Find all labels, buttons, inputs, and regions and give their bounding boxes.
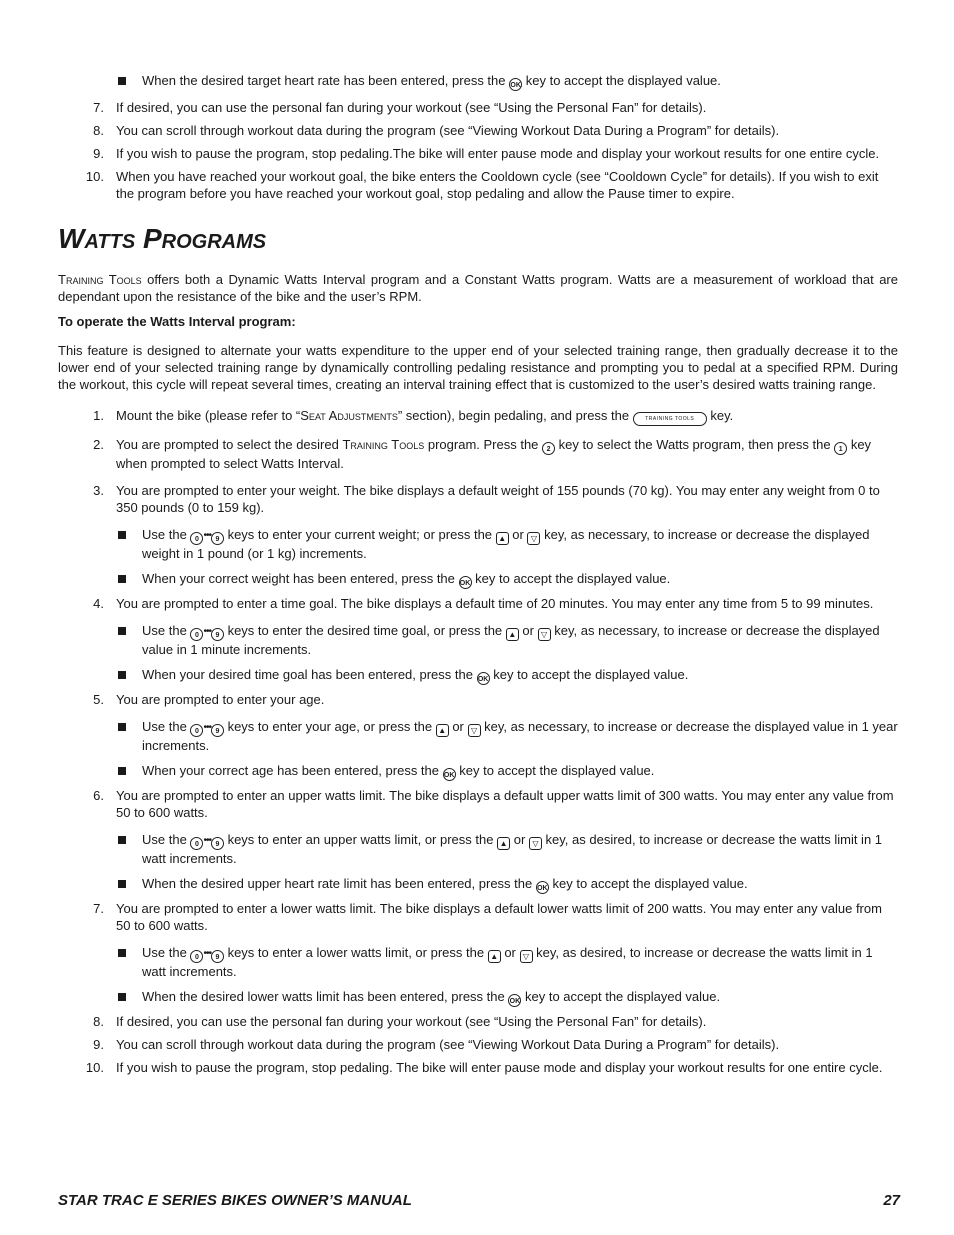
two-key-icon: 2 xyxy=(542,442,555,455)
nine-key-icon: 9 xyxy=(211,950,224,963)
nine-key-icon: 9 xyxy=(211,532,224,545)
intro-paragraph: Training Tools offers both a Dynamic Watts Interval program and a Constant Watts program. Watts are a measurement of workload that are dependant upon the resistance of the bike and the user’s RPM. xyxy=(58,272,898,304)
bullet-item: Use the 0 ••• 9 keys to enter your age, or press the ▲ or ▽ key, as necessary, to increase or decrease the displayed value in 1 year increments. xyxy=(58,718,898,754)
list-item: 3. You are prompted to enter your weight. The bike displays a default weight of 155 pounds (70 kg). You may enter any weight from 0 to 350 pounds (0 to 159 kg). xyxy=(93,483,880,515)
page-footer xyxy=(58,1192,900,1209)
section-heading: WATTS PROGRAMS xyxy=(58,223,267,254)
footer-title: STAR TRAC E SERIES BIKES OWNER’S MANUAL xyxy=(58,1192,412,1209)
nine-key-icon: 9 xyxy=(211,837,224,850)
list-item: 9. If you wish to pause the program, stop pedaling.The bike will enter pause mode and display your workout results for one entire cycle. xyxy=(93,146,880,161)
list-item: 8. You can scroll through workout data during the program (see “Viewing Workout Data During a Program” for details). xyxy=(93,123,780,138)
zero-key-icon: 0 xyxy=(190,837,203,850)
bullet-item: Use the 0 ••• 9 keys to enter your current weight; or press the ▲ or ▽ key, as necessary, to increase or decrease the displayed weight in 1 pound (or 1 kg) increments. xyxy=(58,526,898,562)
ok-key-icon: OK xyxy=(477,672,490,685)
ok-key-icon: OK xyxy=(536,881,549,894)
bullet-item: When your desired time goal has been entered, press the OK key to accept the displayed value. xyxy=(58,666,898,685)
down-key-icon: ▽ xyxy=(468,724,481,737)
bullet-item: When the desired upper heart rate limit has been entered, press the OK key to accept the displayed value. xyxy=(58,875,898,894)
down-key-icon: ▽ xyxy=(538,628,551,641)
zero-key-icon: 0 xyxy=(190,950,203,963)
list-item: 10. When you have reached your workout goal, the bike enters the Cooldown cycle (see “Cooldown Cycle” for details). If you wish to exit the program before you have reached your workout goal, stop pedaling and allow the Pause timer to expire. xyxy=(85,169,879,201)
list-item: 9. You can scroll through workout data during the program (see “Viewing Workout Data During a Program” for details). xyxy=(93,1037,780,1052)
zero-key-icon: 0 xyxy=(190,724,203,737)
bullet-item: When your correct weight has been entered, press the OK key to accept the displayed value. xyxy=(58,570,898,589)
training-tools-key-icon: TRAINING TOOLS xyxy=(633,412,707,426)
up-key-icon: ▲ xyxy=(506,628,519,641)
ok-key-icon: OK xyxy=(508,994,521,1007)
down-key-icon: ▽ xyxy=(529,837,542,850)
bullet-marker xyxy=(118,77,126,85)
list-item: 2. You are prompted to select the desired Training Tools program. Press the 2 key to select the Watts program, then press the 1 key when prompted to select Watts Interval. xyxy=(93,437,872,471)
page-number: 27 xyxy=(883,1192,900,1209)
up-key-icon: ▲ xyxy=(496,532,509,545)
ok-key-icon: OK xyxy=(459,576,472,589)
up-key-icon: ▲ xyxy=(488,950,501,963)
nine-key-icon: 9 xyxy=(211,724,224,737)
list-item: 4. You are prompted to enter a time goal. The bike displays a default time of 20 minutes. You may enter any time from 5 to 99 minutes. xyxy=(93,596,874,611)
down-key-icon: ▽ xyxy=(527,532,540,545)
nine-key-icon: 9 xyxy=(211,628,224,641)
bullet-item: Use the 0 ••• 9 keys to enter an upper watts limit, or press the ▲ or ▽ key, as desired, to increase or decrease the watts limit in 1 watt increments. xyxy=(58,831,898,867)
description-paragraph: This feature is designed to alternate your watts expenditure to the upper end of your selected training range, then gradually decrease it to the lower end of your selected training range by dynamically controlling pedaling resistance and prompting you to pedal at a specified RPM. During the workout, this cycle will repeat several times, creating an interval training effect that is customized to the user’s desired watts training range. xyxy=(58,343,898,392)
list-item: 7. If desired, you can use the personal fan during your workout (see “Using the Personal Fan” for details). xyxy=(93,100,707,115)
bullet-item: Use the 0 ••• 9 keys to enter a lower watts limit, or press the ▲ or ▽ key, as desired, to increase or decrease the watts limit in 1 watt increments. xyxy=(58,944,898,980)
list-item: 6. You are prompted to enter an upper watts limit. The bike displays a default upper watts limit of 300 watts. You may enter any value from 50 to 600 watts. xyxy=(93,788,894,820)
bullet-item: When the desired lower watts limit has been entered, press the OK key to accept the displayed value. xyxy=(58,988,898,1007)
up-key-icon: ▲ xyxy=(436,724,449,737)
one-key-icon: 1 xyxy=(834,442,847,455)
list-item: 8. If desired, you can use the personal fan during your workout (see “Using the Personal Fan” for details). xyxy=(93,1014,707,1029)
list-item: 5. You are prompted to enter your age. xyxy=(93,692,325,707)
manual-page-content xyxy=(58,72,898,1082)
bullet-item: When the desired target heart rate has been entered, press the OK key to accept the displayed value. xyxy=(58,72,898,91)
bullet-item: When your correct age has been entered, press the OK key to accept the displayed value. xyxy=(58,762,898,781)
list-item: 7. You are prompted to enter a lower watts limit. The bike displays a default lower watts limit of 200 watts. You may enter any value from 50 to 600 watts. xyxy=(93,901,882,933)
bullet-item: Use the 0 ••• 9 keys to enter the desired time goal, or press the ▲ or ▽ key, as necessary, to increase or decrease the displayed value in 1 minute increments. xyxy=(58,622,898,658)
list-item: 10. If you wish to pause the program, stop pedaling. The bike will enter pause mode and display your workout results for one entire cycle. xyxy=(85,1060,883,1075)
ok-key-icon: OK xyxy=(443,768,456,781)
subheading: To operate the Watts Interval program: xyxy=(58,314,296,329)
list-item: 1. Mount the bike (please refer to “Seat Adjustments” section), begin pedaling, and press the TRAINING TOOLS key. xyxy=(58,407,898,426)
zero-key-icon: 0 xyxy=(190,532,203,545)
up-key-icon: ▲ xyxy=(497,837,510,850)
zero-key-icon: 0 xyxy=(190,628,203,641)
ok-key-icon: OK xyxy=(509,78,522,91)
down-key-icon: ▽ xyxy=(520,950,533,963)
